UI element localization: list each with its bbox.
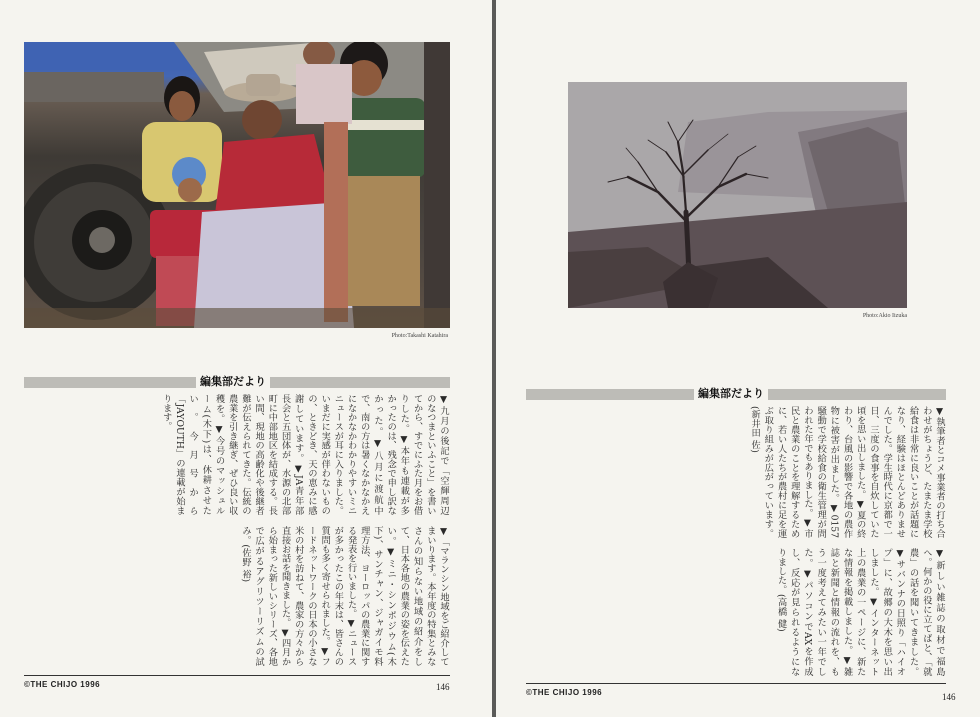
section-title: 編集部だより [694, 387, 768, 401]
tree-photo [568, 82, 907, 308]
copyright-footer: ©THE CHIJO 1996 [24, 680, 101, 689]
tree-photo-art [568, 82, 907, 308]
page-number: 146 [436, 682, 450, 692]
footer-rule [526, 683, 946, 684]
editorial-column-bottom: ▼「マランシン地域をご紹介してまいります。本年度の特集とみなさんの知らない地域の紹介をして、日本各地の農業の姿を伝えたい。▼ミニ・シンポジウム(木下)、サンチャン、ジャガイモ料理方法、ヨーロッパの農業に関する発表を行いました。▼ニュースが多かったこの年末は、皆さんの質問も多く寄せられました。▼フードネットワークの日本の小さな米の村を訪ねて、農家の方々から直接お話を聞きました。▼四月から始まった新しいシリーズ、各地で広がるアグリツーリズムの試み。(佐野 裕) [239, 526, 449, 666]
editorial-column-bottom: ▼新しい雑誌の取材で福島へ。何かの役に立てばと、「就農」の話を聞いてきました。▼サバンナの日照り「ハイオプ」に、故郷の大木を思い出しました。▼インターネット上の農業の一ページに、新たな情報を掲載しました。▼雑誌と新聞と情報の流れを、もう一度考えてみたい一年でした。▼パソコンでAXを作成し、反応が見られるようになりました。(高橋 健) [775, 548, 945, 676]
right-page [496, 0, 980, 717]
photo-credit: Photo:Akio Iizuka [862, 313, 907, 319]
section-title: 編集部だより [196, 375, 270, 389]
editorial-column-top: ▼執筆者とコメ事業者の打ち合わせがちょうど、たまたま学校給食は非常に良いことが話題になり、経験はほとんどありませんでした。学生時代に京都で一日、三度の食事を自炊していた頃を思い出しました。▼夏の終わり、台風の影響で各地の農作物に被害が出ました。▼0157騒動で学校給食の衛生管理が問われた年でもありました。▼市民と農業のことを理解するために、若い人たちが農村に足を運ぶ取り組みが広がっています。(新井田 佐) [749, 406, 945, 538]
photo-credit: Photo:Takashi Katahira [391, 333, 448, 339]
copyright-footer: ©THE CHIJO 1996 [526, 688, 603, 697]
children-photo [24, 42, 450, 328]
page-number: 146 [942, 692, 956, 702]
children-photo-art [24, 42, 450, 328]
editorial-column-top: ▼九月の後記で「空輝周辺のなつまといふこと」を書いてから、すでにふた月をお借りした。▼本年も連載が多かったのは、残念で申し訳なかった。▼八月に渡航中で、南の方は暑くなかなかえになかなかわかりやすいミニニュースが耳に入りました。いまだに実感が伴わないものの、ときどき、天の恵みに感謝しています。▼JA青年部長会と五団体が、水源の北部町に中部地区を結成する。長い間、現地の高齢化や後継者難が伝えられてきた。伝統の農業を引き継ぎ、ぜひ良い収穫を。▼今号のマッシュルーム(木下)は、休耕させたい。今月号から「JAYOUTH」の連載が始まります。 [160, 394, 449, 515]
footer-rule [24, 675, 450, 676]
